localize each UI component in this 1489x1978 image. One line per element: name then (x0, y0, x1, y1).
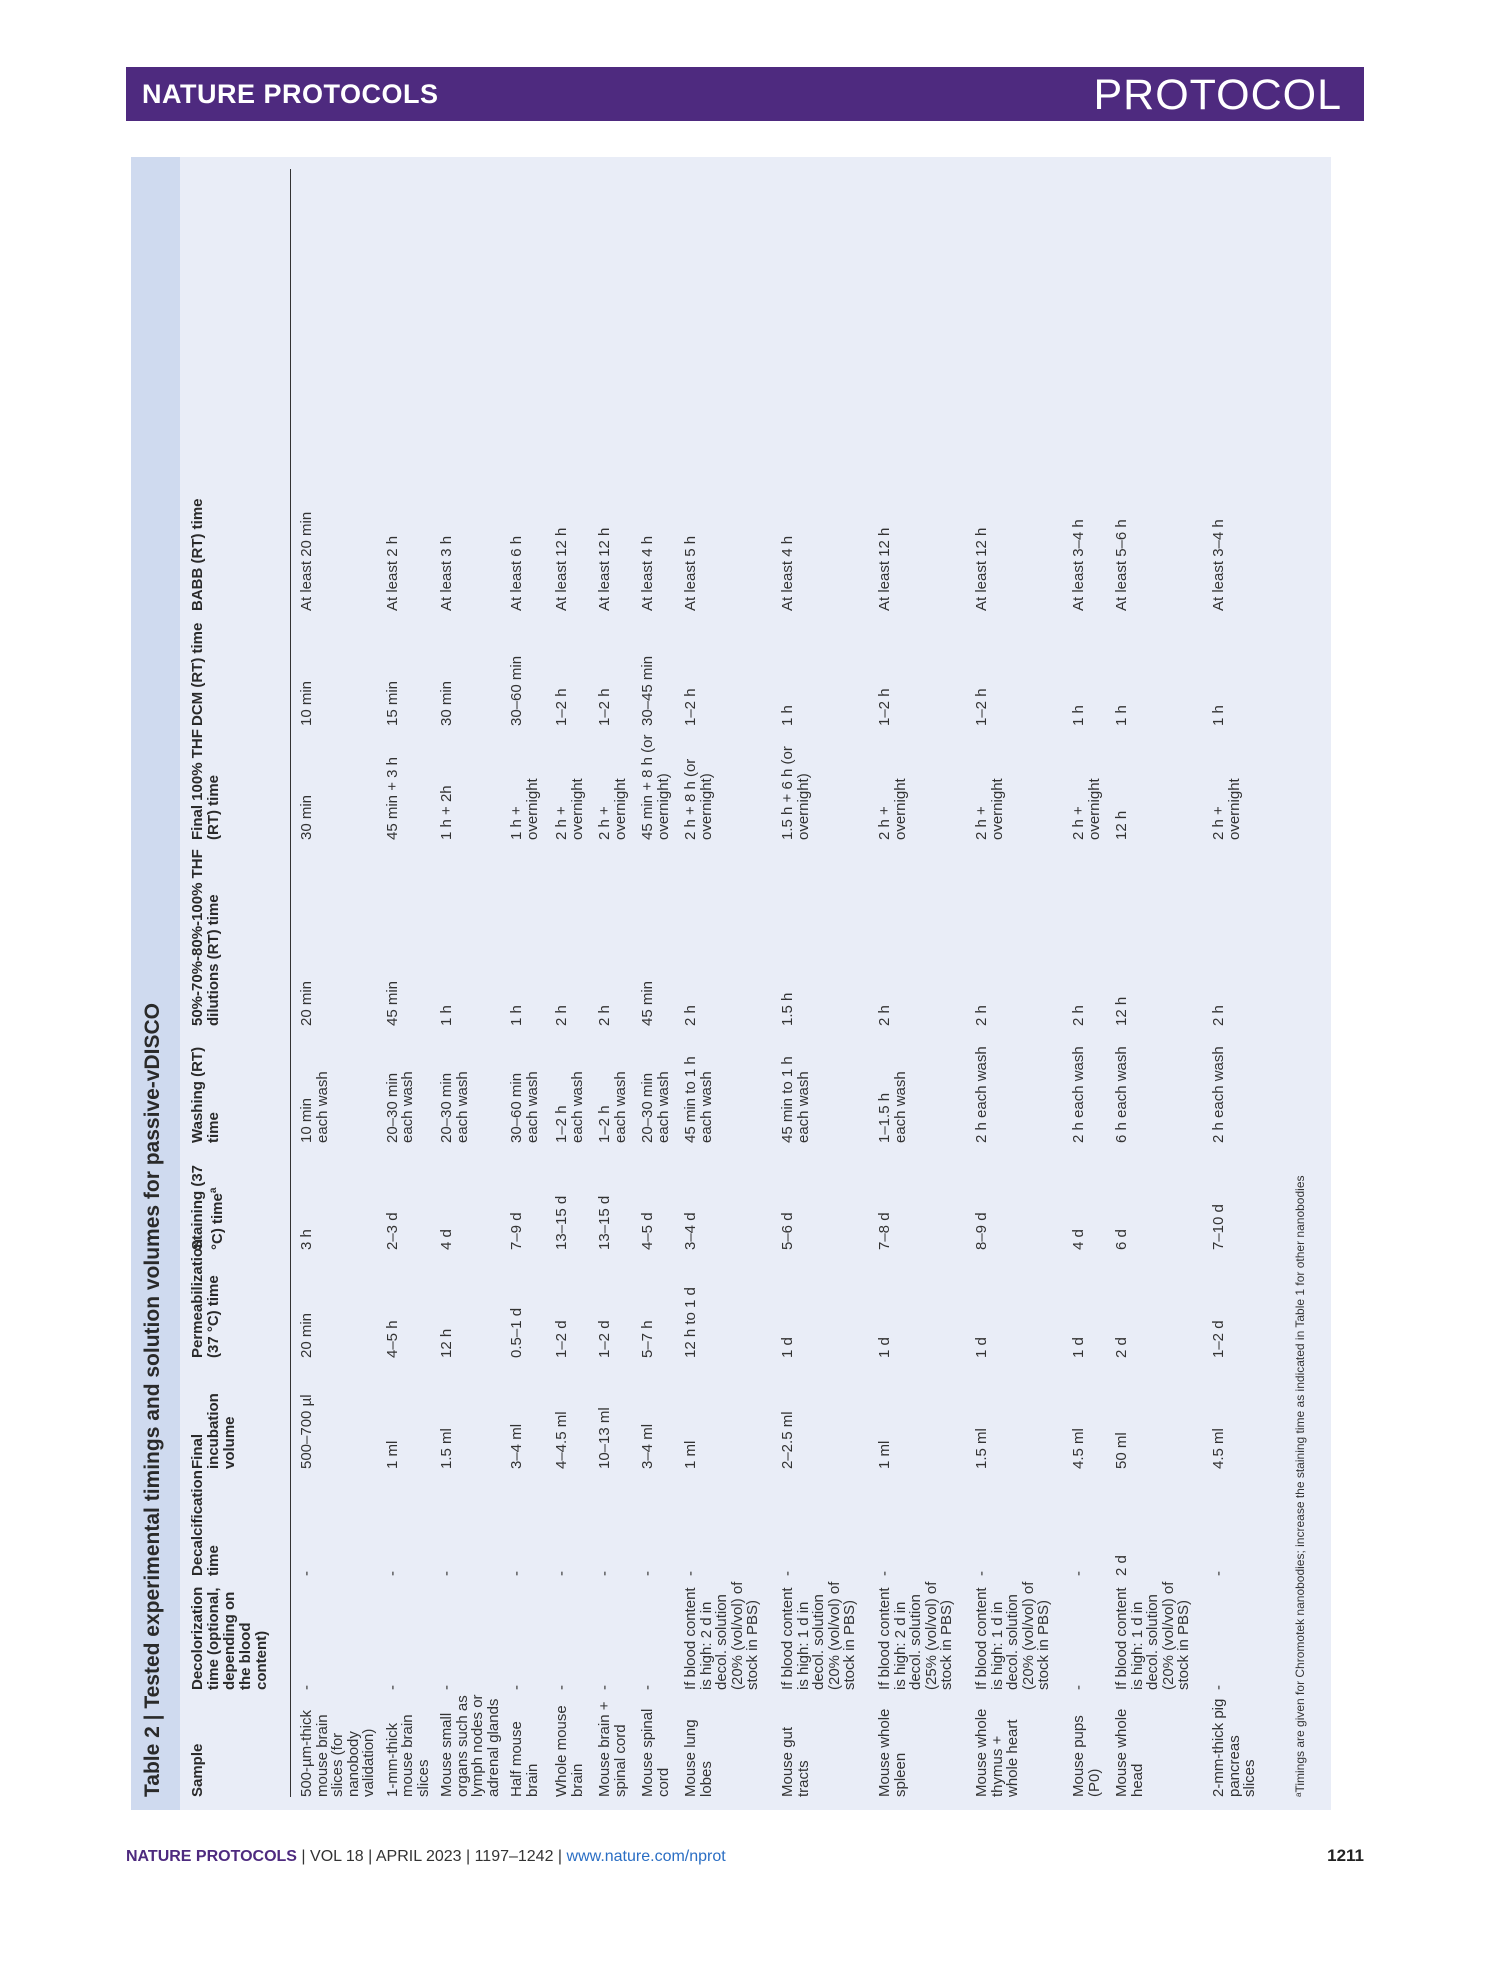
column-header: Final incubation volume (188, 1358, 291, 1469)
table-cell: 1 h (438, 1005, 455, 1026)
table-cell: 2 h + overnight (973, 778, 1006, 840)
table-cell: 1 d (876, 1337, 893, 1358)
table-cell: 4–5 d (639, 1212, 656, 1250)
table-cell: - (508, 1685, 525, 1690)
table-cell: At least 3 h (438, 535, 455, 611)
table-cell: - (298, 1685, 315, 1690)
table-cell: 4 d (1070, 1229, 1087, 1250)
column-header: Washing (RT) time (188, 1026, 291, 1143)
table-cell: 2 h + overnight (596, 778, 629, 840)
table-cell: 20–30 min each wash (639, 1071, 672, 1143)
table-cell: Mouse lung lobes (682, 1719, 715, 1797)
table-cell: 1 h (779, 705, 796, 726)
table-cell: At least 3–4 h (1070, 519, 1087, 611)
table-cell: At least 2 h (383, 535, 401, 611)
table-cell: 15 min (383, 680, 401, 726)
table-cell: 2 h (876, 1005, 893, 1026)
table-cell: 1.5 h (779, 992, 796, 1026)
table-cell: 500-µm-thick mouse brain slices (for nanobody validation) (298, 1710, 377, 1797)
timings-table (188, 169, 1275, 1797)
table-row (869, 169, 966, 1797)
table-cell: Mouse whole head (1113, 1708, 1146, 1797)
table-cell: If blood content is high: 2 d in decol. solution (20% (vol/vol) of stock in PBS) (682, 1581, 761, 1690)
table-cell: 20–30 min each wash (438, 1071, 471, 1143)
table-cell: 1–2 h each wash (596, 1071, 629, 1143)
table-row (966, 169, 1063, 1797)
table-cell: If blood content is high: 1 d in decol. solution (20% (vol/vol) of stock in PBS) (1113, 1581, 1192, 1690)
table-cell: 1 h + 2h (438, 785, 455, 840)
table-row (632, 169, 675, 1797)
table-cell: 2 h each wash (1070, 1046, 1087, 1143)
page-footer (126, 1848, 726, 1866)
table-cell: 30–60 min each wash (508, 1071, 541, 1143)
table-cell: 13–15 d (596, 1195, 613, 1250)
page-number: 1211 (1327, 1846, 1364, 1865)
table-cell: 500–700 µl (298, 1394, 315, 1469)
table-cell: 2-mm-thick pig pancreas slices (1210, 1698, 1258, 1797)
table-cell: 2–3 d (383, 1212, 401, 1250)
table-cell: - (553, 1571, 570, 1576)
table-cell: 45 min (639, 980, 656, 1026)
table-cell: 1 h (1113, 705, 1130, 726)
table-cell: Whole mouse brain (553, 1705, 586, 1797)
table-cell: - (508, 1571, 525, 1576)
column-header: 50%-70%-80%-100% THF dilutions (RT) time (188, 840, 291, 1026)
table-cell: - (298, 1571, 315, 1576)
table-cell: 5–7 h (639, 1320, 656, 1358)
table-cell: 10 min (298, 680, 315, 726)
table-cell: At least 5–6 h (1113, 519, 1130, 611)
table-cell: 6 h each wash (1113, 1046, 1130, 1143)
table-cell: 1 d (779, 1337, 796, 1358)
table-cell: Mouse gut tracts (779, 1726, 812, 1797)
table-cell: - (973, 1571, 990, 1576)
rotated-table-container (131, 157, 1331, 1810)
table-cell: At least 4 h (639, 535, 656, 611)
table-header-row (188, 169, 291, 1797)
table-cell: Mouse whole thymus + whole heart (973, 1708, 1021, 1797)
table-cell: 30–45 min (639, 655, 656, 726)
table-cell: 2 h + overnight (553, 778, 586, 840)
table-cell: At least 12 h (596, 527, 613, 611)
table-cell: 45 min + 8 h (or overnight) (639, 734, 672, 840)
table-cell: At least 6 h (508, 535, 525, 611)
table-cell: 8–9 d (973, 1212, 990, 1250)
table-caption-bar (131, 157, 180, 1810)
table-cell: - (1070, 1685, 1087, 1690)
table-cell: 1–2 h (876, 688, 893, 726)
table-row (291, 169, 377, 1797)
table-cell: 7–9 d (508, 1212, 525, 1250)
table-cell: 2 h + overnight (876, 778, 909, 840)
table-cell: 1–2 h each wash (553, 1071, 586, 1143)
table-cell: If blood content is high: 1 d in decol. solution (20% (vol/vol) of stock in PBS) (973, 1581, 1052, 1690)
table-cell: At least 4 h (779, 535, 796, 611)
table-footnote: ᵃTimings are given for Chromotek nanobodies; increase the staining time as indicated in Table 1 for other nanobodies (1293, 1175, 1307, 1797)
table-cell: - (639, 1571, 656, 1576)
table-cell: 2 h each wash (1210, 1046, 1227, 1143)
footer-citation: | VOL 18 | APRIL 2023 | 1197–1242 | (296, 1848, 567, 1865)
table-cell: - (639, 1685, 656, 1690)
table-cell: If blood content is high: 2 d in decol. solution (25% (vol/vol) of stock in PBS) (876, 1581, 955, 1690)
table-cell: 45 min to 1 h each wash (682, 1056, 715, 1143)
column-header: BABB (RT) time (188, 169, 291, 611)
table-cell: 2 h + 8 h (or overnight) (682, 758, 715, 840)
table-cell: 1–2 h (973, 688, 990, 726)
table-cell: 1–2 d (1210, 1320, 1227, 1358)
column-header: Decalcification time (188, 1469, 291, 1576)
table-cell: Mouse spinal cord (639, 1708, 672, 1797)
table-cell: - (438, 1685, 455, 1690)
table-cell: 50 ml (1113, 1432, 1130, 1469)
table-panel (131, 157, 1331, 1810)
column-header: Staining (37 °C) time$^a$ (188, 1143, 291, 1250)
table-cell: Half mouse brain (508, 1721, 541, 1797)
table-cell: 2 h (1070, 1005, 1087, 1026)
table-cell: If blood content is high: 1 d in decol. solution (20% (vol/vol) of stock in PBS) (779, 1581, 858, 1690)
table-cell: - (876, 1571, 893, 1576)
column-header: Decolorization time (optional, depending on the blood content) (188, 1576, 291, 1690)
table-cell: 4–5 h (383, 1320, 401, 1358)
table-cell: 1–2 d (596, 1320, 613, 1358)
table-cell: 2 h (682, 1005, 699, 1026)
table-cell: At least 20 min (298, 511, 315, 611)
table-cell: 20 min (298, 980, 315, 1026)
table-cell: - (1070, 1571, 1087, 1576)
table-caption: Table 2 | Tested experimental timings and solution volumes for passive-vDISCO (141, 1003, 164, 1797)
table-row (501, 169, 546, 1797)
table-cell: - (383, 1685, 401, 1690)
table-cell: 1 h + overnight (508, 778, 541, 840)
table-cell: 1 ml (682, 1440, 699, 1469)
table-cell: 30 min (438, 680, 455, 726)
column-header: Final 100% THF (RT) time (188, 726, 291, 840)
table-cell: 1 h (1070, 705, 1087, 726)
table-cell: 12 h (1113, 996, 1130, 1026)
table-cell: 6 d (1113, 1229, 1130, 1250)
table-cell: 2 h + overnight (1070, 778, 1103, 840)
table-cell: 12 h to 1 d (682, 1287, 699, 1358)
table-cell: 1.5 ml (438, 1428, 455, 1469)
table-row (1063, 169, 1106, 1797)
table-cell: 4.5 ml (1210, 1428, 1227, 1469)
table-cell: 3–4 ml (508, 1423, 525, 1469)
table-cell: 12 h (1113, 810, 1130, 840)
table-cell: 2 h (1210, 1005, 1227, 1026)
column-header: Sample (188, 1690, 291, 1797)
table-cell: 1 d (973, 1337, 990, 1358)
table-cell: 2 h each wash (973, 1046, 990, 1143)
table-cell: 2 h (596, 1005, 613, 1026)
column-header: Permeabilization (37 °C) time (188, 1250, 291, 1358)
table-row (1106, 169, 1203, 1797)
table-cell: 1–2 h (553, 688, 570, 726)
table-cell: 3 h (298, 1229, 315, 1250)
table-cell: 1–1.5 h each wash (876, 1071, 909, 1143)
table-cell: 2 d (1113, 1337, 1130, 1358)
table-cell: 1–2 h (682, 688, 699, 726)
table-cell: - (596, 1685, 613, 1690)
table-cell: Mouse pups (P0) (1070, 1715, 1103, 1797)
table-cell: 1-mm-thick mouse brain slices (383, 1714, 432, 1797)
table-cell: 1–2 d (553, 1320, 570, 1358)
table-cell: 4.5 ml (1070, 1428, 1087, 1469)
table-cell: 1 d (1070, 1337, 1087, 1358)
table-cell: 5–6 d (779, 1212, 796, 1250)
table-cell: 30 min (298, 794, 315, 840)
table-cell: At least 12 h (876, 527, 893, 611)
table-cell: 1.5 ml (973, 1428, 990, 1469)
table-cell: - (682, 1571, 699, 1576)
table-cell: 2 h (973, 1005, 990, 1026)
table-cell: 20 min (298, 1312, 315, 1358)
article-type: PROTOCOL (1093, 71, 1342, 119)
table-cell: At least 3–4 h (1210, 519, 1227, 611)
table-cell: 1.5 h + 6 h (or overnight) (779, 746, 812, 840)
table-cell: At least 12 h (973, 527, 990, 611)
table-cell: Mouse whole spleen (876, 1708, 909, 1797)
table-cell: 2 d (1113, 1555, 1130, 1576)
journal-name: NATURE PROTOCOLS (142, 79, 439, 109)
table-row (589, 169, 632, 1797)
table-cell: - (779, 1571, 796, 1576)
table-cell: 3–4 ml (639, 1423, 656, 1469)
table-row (431, 169, 501, 1797)
table-cell: 1 h (1210, 705, 1227, 726)
table-cell: - (1210, 1571, 1227, 1576)
table-cell: 30–60 min (508, 655, 525, 726)
journal-header-bar (126, 67, 1364, 121)
table-cell: 13–15 d (553, 1195, 570, 1250)
table-cell: 7–10 d (1210, 1204, 1227, 1250)
table-cell: 45 min + 3 h (383, 757, 401, 840)
table-cell: - (596, 1571, 613, 1576)
table-cell: 2 h + overnight (1210, 778, 1243, 840)
table-cell: 10–13 ml (596, 1407, 613, 1469)
table-cell: 0.5–1 d (508, 1307, 525, 1358)
table-cell: - (383, 1571, 401, 1576)
table-cell: 10 min each wash (298, 1071, 331, 1143)
table-cell: Mouse brain + spinal cord (596, 1701, 629, 1797)
column-header: DCM (RT) time (188, 611, 291, 726)
table-row (675, 169, 772, 1797)
footer-url-link[interactable]: www.nature.com/nprot (566, 1848, 726, 1865)
table-cell: 4–4.5 ml (553, 1411, 570, 1469)
table-cell: 1 h (508, 1005, 525, 1026)
table-cell: 1 ml (876, 1440, 893, 1469)
table-cell: At least 5 h (682, 535, 699, 611)
table-cell: 45 min (383, 980, 401, 1026)
table-cell: 7–8 d (876, 1212, 893, 1250)
footnote-marker: a (208, 1187, 219, 1194)
table-cell: - (438, 1571, 455, 1576)
table-cell: Mouse small organs such as lymph nodes or adrenal glands (438, 1694, 502, 1797)
table-cell: 1–2 h (596, 688, 613, 726)
table-row (377, 169, 432, 1797)
footer-journal: NATURE PROTOCOLS (126, 1848, 297, 1865)
table-cell: 12 h (438, 1328, 455, 1358)
table-cell: 3–4 d (682, 1212, 699, 1250)
table-cell: 4 d (438, 1229, 455, 1250)
table-row (1203, 169, 1275, 1797)
table-cell: At least 12 h (553, 527, 570, 611)
table-cell: 45 min to 1 h each wash (779, 1056, 812, 1143)
table-cell: - (1210, 1685, 1227, 1690)
table-cell: 2 h (553, 1005, 570, 1026)
table-cell: - (553, 1685, 570, 1690)
table-cell: 20–30 min each wash (383, 1071, 416, 1143)
table-cell: 1 ml (383, 1440, 401, 1469)
table-row (546, 169, 589, 1797)
table-row (772, 169, 869, 1797)
table-cell: 2–2.5 ml (779, 1411, 796, 1469)
